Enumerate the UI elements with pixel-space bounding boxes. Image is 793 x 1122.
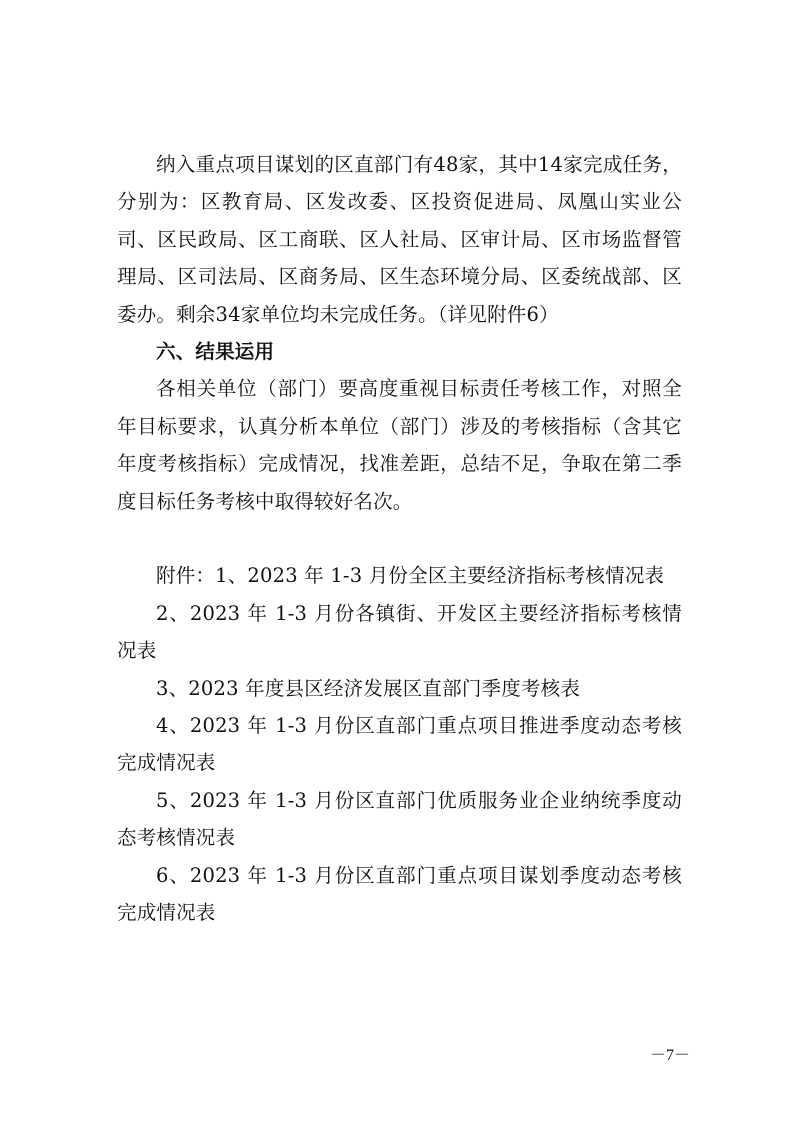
- body-text: [117, 146, 682, 932]
- blank-line: [117, 520, 682, 557]
- attachment-item: 3、2023 年度县区经济发展区直部门季度考核表: [156, 676, 581, 700]
- page-number: －7－: [650, 1047, 691, 1064]
- attachment-item: 4、2023 年 1-3 月份区直部门重点项目推进季度动态考核完成情况表: [117, 714, 682, 775]
- attachment-item: 2、2023 年 1-3 月份各镇街、开发区主要经济指标考核情况表: [117, 601, 682, 663]
- section-heading-results: 六、结果运用: [156, 340, 275, 364]
- attachment-item: 5、2023 年 1-3 月份区直部门优质服务业企业纳统季度动态考核情况表: [117, 788, 682, 850]
- attachment-item: 附件：1、2023 年 1-3 月份全区主要经济指标考核情况表: [156, 564, 665, 588]
- paragraph-project-planning: 纳入重点项目谋划的区直部门有48家，其中14家完成任务，分别为：区教育局、区发改委、区投资促进局、凤凰山实业公司、区民政局、区工商联、区人社局、区审计局、区市场监督管理局、区司法局、区商务局、区生态环境分局、区委统战部、区委办。剩余34家单位均未完成任务。（详见附件6）: [117, 153, 682, 326]
- attachment-item: 6、2023 年 1-3 月份区直部门重点项目谋划季度动态考核完成情况表: [117, 863, 682, 925]
- attachment-list: [117, 557, 682, 931]
- paragraph-results-usage: 各相关单位（部门）要高度重视目标责任考核工作，对照全年目标要求，认真分析本单位（部门）涉及的考核指标（含其它年度考核指标）完成情况，找准差距，总结不足，争取在第二季度目标任务考核中取得较好名次。: [117, 377, 682, 513]
